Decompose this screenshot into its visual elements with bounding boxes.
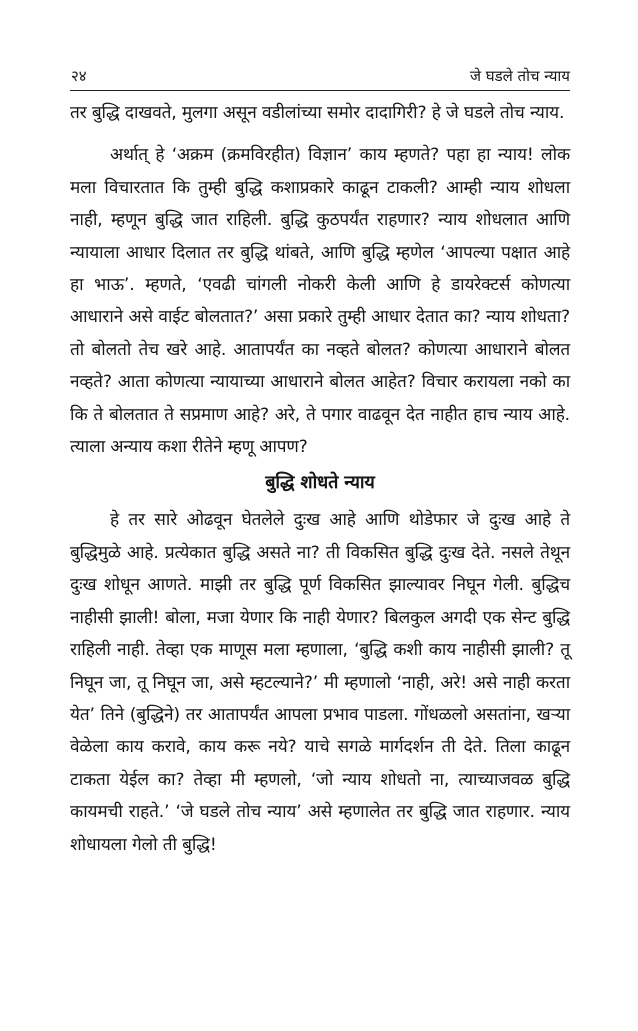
page-body	[70, 97, 570, 861]
section-heading: बुद्धि शोधते न्याय	[265, 472, 375, 494]
book-page	[70, 66, 570, 861]
paragraph: हे तर सारे ओढवून घेतलेले दुःख आहे आणि थोडेफार जे दुःख आहे ते बुद्धिमुळे आहे. प्रत्येकात बुद्धि असते ना? ती विकसित बुद्धि दुःख देते. नसले तेथून दुःख शोधून आणते. माझी तर बुद्धि पूर्ण विकसित झाल्यावर निघून गेली. बुद्धिच नाहीसी झाली! बोला, मजा येणार कि नाही येणार? बिलकुल अगदी एक सेन्ट बुद्धि राहिली नाही. तेव्हा एक माणूस मला म्हणाला, ‘बुद्धि कशी काय नाहीसी झाली? तू निघून जा, तू निघून जा, असे म्हटल्याने?’ मी म्हणालो ‘नाही, अरे! असे नाही करता येत’ तिने (बुद्धिने) तर आतापर्यंत आपला प्रभाव पाडला. गोंधळलो असतांना, खऱ्या वेळेला काय करावे, काय करू नये? याचे सगळे मार्गदर्शन ती देते. तिला काढून टाकता येईल का? तेव्हा मी म्हणलो, ‘जो न्याय शोधतो ना, त्याच्याजवळ बुद्धि कायमची राहते.’ ‘जे घडले तोच न्याय’ असे म्हणालेत तर बुद्धि जात राहणार. न्याय शोधायला गेलो ती बुद्धि!	[70, 510, 570, 855]
running-title: जे घडले तोच न्याय	[469, 67, 570, 85]
paragraph-continuation: तर बुद्धि दाखवते, मुलगा असून वडीलांच्या समोर दादागिरी? हे जे घडले तोच न्याय.	[70, 103, 565, 123]
page-header	[70, 66, 570, 91]
paragraph: अर्थात् हे ‘अक्रम (क्रमविरहीत) विज्ञान’ काय म्हणते? पहा हा न्याय! लोक मला विचारतात कि तुम्ही बुद्धि कशाप्रकारे काढून टाकली? आम्ही न्याय शोधला नाही, म्हणून बुद्धि जात राहिली. बुद्धि कुठपर्यंत राहणार? न्याय शोधलात आणि न्यायाला आधार दिलात तर बुद्धि थांबते, आणि बुद्धि म्हणेल ‘आपल्या पक्षात आहे हा भाऊ’. म्हणते, ‘एवढी चांगली नोकरी केली आणि हे डायरेक्टर्स कोणत्या आधाराने असे वाईट बोलतात?’ असा प्रकारे तुम्ही आधार देतात का? न्याय शोधता? तो बोलतो तेच खरे आहे. आतापर्यंत का नव्हते बोलत? कोणत्या आधाराने बोलत नव्हते? आता कोणत्या न्यायाच्या आधाराने बोलत आहेत? विचार करायला नको का कि ते बोलतात ते सप्रमाण आहे? अरे, ते पगार वाढवून देत नाहीत हाच न्याय आहे. त्याला अन्याय कशा रीतेने म्हणू आपण?	[70, 145, 570, 458]
page-number: २४	[71, 67, 87, 85]
